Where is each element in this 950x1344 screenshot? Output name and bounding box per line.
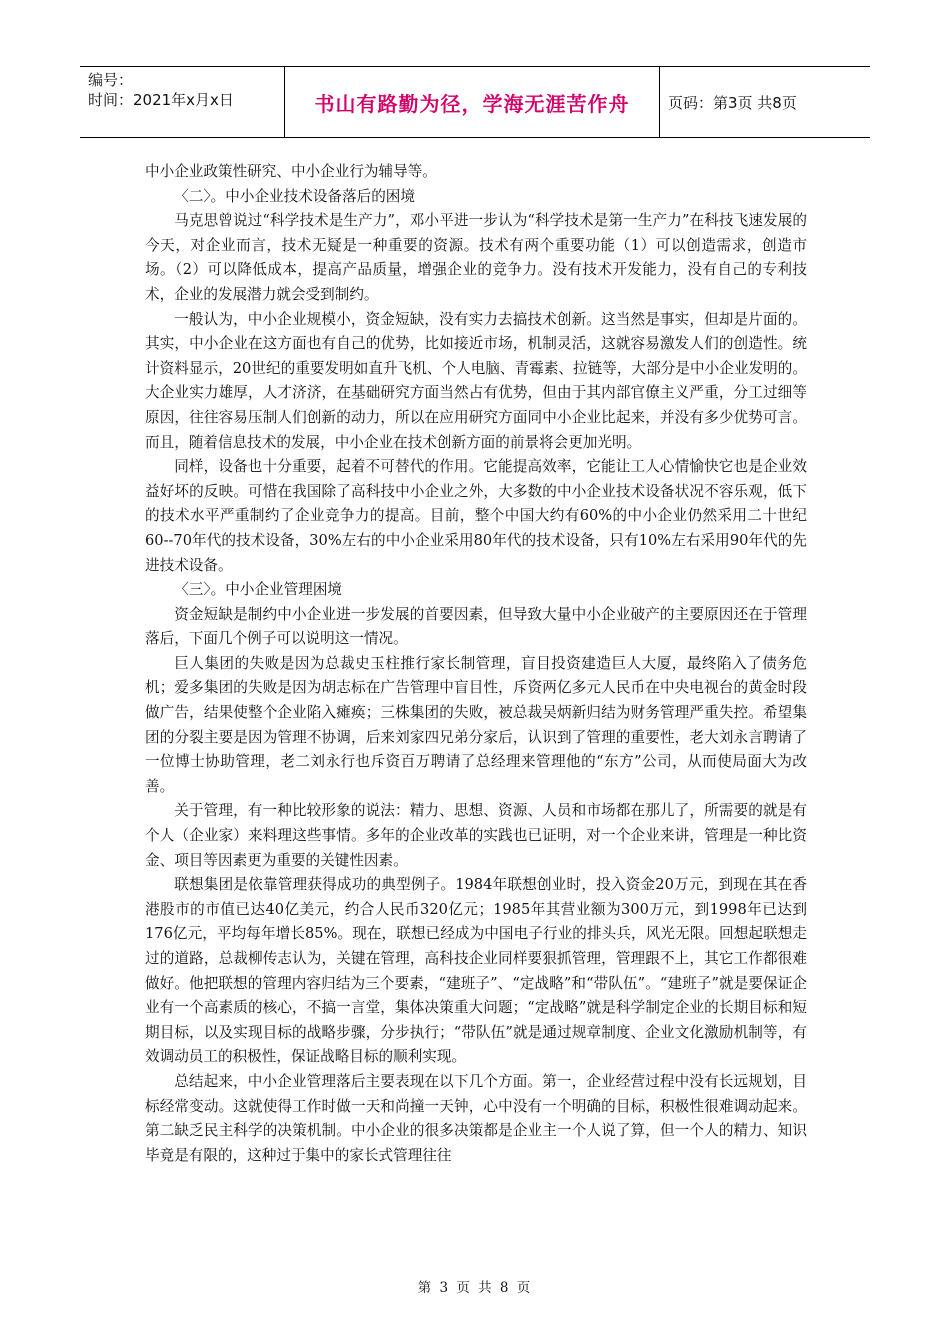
paragraph: 巨人集团的失败是因为总裁史玉柱推行家长制管理，盲目投资建造巨人大厦，最终陷入了债务危机；爱多集团的失败是因为胡志标在广告管理中盲目性，斥资两亿多元人民币在中央电视台的黄金时段做广告，结果使整个企业陷入瘫痪；三株集团的失败，被总裁吴炳新归结为财务管理严重失控。希望集团的分裂主要是因为管理不协调，后来刘家四兄弟分家后，认识到了管理的重要性，老大刘永言聘请了一位博士协助管理，老二刘永行也斥资百万聘请了总经理来管理他的“东方”公司，从而使局面大为改善。 bbox=[145, 654, 807, 795]
page-header bbox=[80, 66, 870, 138]
document-body bbox=[145, 160, 807, 1168]
section-heading: 〈三〉。中小企业管理困境 bbox=[174, 581, 343, 599]
page-footer: 第 3 页 共 8 页 bbox=[417, 1280, 533, 1296]
doc-time-label: 时间：2021年x月x日 bbox=[88, 91, 234, 109]
paragraph: 资金短缺是制约中小企业进一步发展的首要因素，但导致大量中小企业破产的主要原因还在于管理落后，下面几个例子可以说明这一情况。 bbox=[145, 605, 807, 648]
paragraph: 一般认为，中小企业规模小，资金短缺，没有实力去搞技术创新。这当然是事实，但却是片面的。其实，中小企业在这方面也有自己的优势，比如接近市场，机制灵活，这就容易激发人们的创造性。统计资料显示，20世纪的重要发明如直升飞机、个人电脑、青霉素、拉链等，大部分是中小企业发明的。大企业实力雄厚，人才济济，在基础研究方面当然占有优势，但由于其内部官僚主义严重，分工过细等原因，往往容易压制人们创新的动力，所以在应用研究方面同中小企业比起来，并没有多少优势可言。而且，随着信息技术的发展，中小企业在技术创新方面的前景将会更加光明。 bbox=[145, 310, 807, 451]
header-page-info: 页码：第3页 共8页 bbox=[668, 93, 797, 112]
paragraph: 总结起来，中小企业管理落后主要表现在以下几个方面。第一，企业经营过程中没有长远规划，目标经常变动。这就使得工作时做一天和尚撞一天钟，心中没有一个明确的目标，积极性很难调动起来。第二缺乏民主科学的决策机制。中小企业的很多决策都是企业主一个人说了算，但一个人的精力、知识毕竟是有限的，这种过于集中的家长式管理往往 bbox=[145, 1072, 807, 1164]
header-motto: 书山有路勤为径，学海无涯苦作舟 bbox=[285, 67, 660, 137]
header-meta bbox=[80, 67, 285, 137]
doc-number-label: 编号： bbox=[88, 71, 134, 89]
paragraph: 马克思曾说过“科学技术是生产力”，邓小平进一步认为“科学技术是第一生产力”在科技飞速发展的今天，对企业而言，技术无疑是一种重要的资源。技术有两个重要功能（1）可以创造需求，创造市场。（2）可以降低成本，提高产品质量，增强企业的竞争力。没有技术开发能力，没有自己的专利技术，企业的发展潜力就会受到制约。 bbox=[145, 212, 807, 303]
paragraph: 同样，设备也十分重要，起着不可替代的作用。它能提高效率，它能让工人心情愉快它也是企业效益好坏的反映。可惜在我国除了高科技中小企业之外，大多数的中小企业技术设备状况不容乐观，低下的技术水平严重制约了企业竞争力的提高。目前，整个中国大约有60%的中小企业仍然采用二十世纪60--70年代的技术设备，30%左右的中小企业采用80年代的技术设备，只有10%左右采用90年代的先进技术设备。 bbox=[145, 458, 807, 574]
paragraph: 中小企业政策性研究、中小企业行为辅导等。 bbox=[145, 163, 437, 180]
section-heading: 〈二〉。中小企业技术设备落后的困境 bbox=[174, 187, 415, 205]
paragraph: 联想集团是依靠管理获得成功的典型例子。1984年联想创业时，投入资金20万元，到现在其在香港股市的市值已达40亿美元，约合人民币320亿元；1985年其营业额为300万元，到1998年已达到176亿元，平均每年增长85%。现在，联想已经成为中国电子行业的排头兵，风光无限。回想起联想走过的道路，总裁柳传志认为，关键在管理，高科技企业同样要狠抓管理，管理跟不上，其它工作都很难做好。他把联想的管理内容归结为三个要素，“建班子”、“定战略”和“带队伍”。“建班子”就是要保证企业有一个高素质的核心，不搞一言堂，集体决策重大问题；“定战略”就是科学制定企业的长期目标和短期目标，以及实现目标的战略步骤，分步执行；“带队伍”就是通过规章制度、企业文化激励机制等，有效调动员工的积极性，保证战略目标的顺利实现。 bbox=[145, 876, 807, 1066]
paragraph: 关于管理，有一种比较形象的说法：精力、思想、资源、人员和市场都在那儿了，所需要的就是有个人（企业家）来料理这些事情。多年的企业改革的实践也已证明，对一个企业来讲，管理是一种比资金、项目等因素更为重要的关键性因素。 bbox=[145, 802, 807, 869]
